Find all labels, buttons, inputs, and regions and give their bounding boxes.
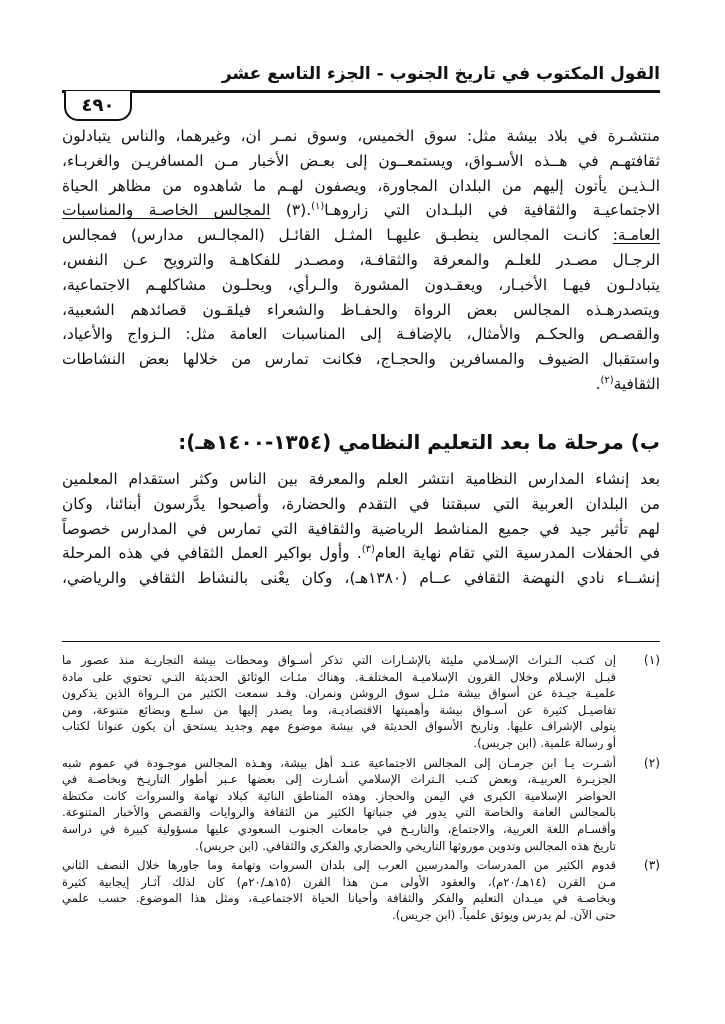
footnote-ref: (١) [311, 201, 325, 213]
footnote-line: قبـل الإسـلام وخلال القرون الإسلاميـة المختلفـة. وهناك مئـات الوثائق الحديثة التـي تحتوي على مادة [62, 669, 616, 684]
footnote [62, 857, 660, 923]
subheading-underlined: العامـة: [612, 226, 660, 245]
footnote-line: أو رسالة علمية. (ابن جريس). [473, 735, 616, 750]
section-heading: ب) مرحلة ما بعد التعليم النظامي (١٣٥٤-١٤٠٠هـ): [178, 430, 660, 454]
footnote-line: بالمجالس العامة والخاصة التي يدور في جنباتها الكثير من الثقافة والروايات والقصص والأخبار المتنوعة. [62, 805, 616, 820]
footnote-number: (٢) [643, 755, 660, 770]
footnote-line: وبخاصـة في ميـدان التعليم والفكر والثقافة وأحيانا الحياة الاجتماعيـة، ومثل هذا الموضوع. حسب علمي [62, 891, 616, 906]
header-rule [62, 90, 660, 93]
section-text [62, 467, 660, 591]
text-line: لهم تأثير جيد في جميع المناشط الرياضية والثقافية التي تمارس في المدارس خصوصاً [62, 519, 660, 538]
footnote-line: أشـرت يـا ابن جرمـان إلى المجالس الاجتماعية عنـد أهل بيشة، وهـذه المجالس موجـودة في عموم شبه [62, 755, 616, 770]
page-number: ٤٩٠ [81, 94, 115, 116]
footnote-line: تفاصيـل كثيرة عن أسـواق بيشة وأهميتها الاقتصاديـة، وما يصدر إليها من سلـع وبضائع متنوعة، ومن [62, 702, 616, 717]
text-line: والقصـص والحكـم والأمثال، بالإضافـة إلى المناسبات العامة مثل: الـزواج والأعياد، [62, 325, 660, 344]
footnote-line: الجزيـرة العربيـة، وبعض كتـب الـتراث الإسلامي أشـارت إلى بعضها عـبر أطوار التاريـخ وبخاصـة في [62, 772, 616, 787]
text-line: واستقبال الضيوف والمسافرين والحجـاج، فكانت تمارس من خلالها بعض النشاطات [62, 350, 660, 369]
footnote [62, 652, 660, 752]
text-line: منتشـرة في بلاد بيشة مثل: سوق الخميس، وسوق نمـر ان، وغيرهما، والناس يتبادلون [62, 127, 660, 145]
footnote-separator [62, 641, 660, 642]
text-line: الـذيـن يأتون إليهم من البلدان المجاورة، ويصفون لهـم ما شاهدوه من مظاهر الحياة [62, 176, 660, 195]
footnote-line: قدوم الكثير من المدرسات والمدرسين العرب إلى بلدان السروات وتهامة وما جاورها خلال النصف الثاني [62, 858, 616, 873]
page-number-box [64, 91, 132, 121]
footnote [62, 755, 660, 855]
main-text [62, 124, 660, 397]
text-line [62, 198, 660, 223]
subheading-underlined: المجالس الخاصـة والمناسبات [62, 201, 271, 220]
text-line: الرجـال مصـدر للعلـم والمعرفة والثقافـة، ومصـدر للفكاهـة والترويح عـن النفس، [62, 250, 660, 269]
text-line: يتبادلـون فيهـا الأخبـار، ويعقـدون المشورة والـرأي، ويحلـون مشاكلهـم الاجتماعية، [62, 275, 660, 294]
text-line [62, 372, 660, 397]
header-title: القول المكتوب في تاريخ الجنوب - الجزء التاسع عشر [221, 64, 660, 84]
footnote-line: حتى الآن. لم يدرس ويوثق علمياً. (ابن جريس). [392, 907, 616, 922]
footnote-line: تاريخ هذه المجالس وتدوين موروثها التاريخي والحضاري والفكري والثقافي. (ابن جريس). [195, 838, 616, 853]
text-segment: . وأول بواكير العمل الثقافي في هذه المرحلة [62, 544, 362, 563]
text-segment: الاجتماعيـة والثقافية في البلـدان التي زاروهـا [324, 201, 660, 220]
text-segment: الثقافية [613, 374, 660, 393]
footnote-line: الحواضر الإسلامية الكبرى في اليمن والحجاز. وهذه المناطق النائية كبلاد تهامة والسروات كانت مكتظة [62, 788, 616, 803]
text-line: ويتصدرهـذه المجالس بعض الرواة والحفـاظ والشعراء فيلقـون قصائدهم الشعبية، [62, 300, 660, 319]
text-line [62, 541, 660, 566]
text-line: بعد إنشاء المدارس النظامية انتشر العلم والمعرفة بين الناس وكثر استقدام المعلمين [62, 470, 660, 488]
footnote-number: (٣) [643, 858, 660, 873]
text-line [62, 223, 660, 248]
footnote-line: علميـة جيـدة عن أسواق بيشة مثـل سوق الروشن ونمران. وقـد سمعت الكثير من الـرواة الذين يذكرون [62, 686, 616, 701]
text-line: إنشــاء نادي النهضة الثقافي عــام (١٣٨٠هـ)، وكان يعْنى بالنشاط الثقافي والرياضي، [62, 569, 660, 588]
footnote-ref: (٣) [361, 544, 375, 556]
footnote-line: إن كتـب الـتراث الإسـلامي مليئة بالإشـارات التي تذكر أسـواق ومحطات بيشة التجاريـة منذ عصور ما [62, 653, 616, 667]
footnote-number: (١) [643, 653, 660, 667]
text-segment: كانـت المجالس ينطبـق عليهـا المثـل القائـل (المجالـس مدارس) فمجالس [62, 226, 613, 245]
footnote-line: وأقسـام اللغة العربية، والاجتماع، والتاريـخ في جامعات الجنوب السعودي عليها مسؤولية كبيرة في دراسة [62, 821, 616, 836]
text-segment: .(٣) [270, 201, 312, 220]
footnote-ref: (٢) [600, 374, 614, 386]
text-segment: في الحفلات المدرسية التي تقام نهاية العام [374, 544, 660, 563]
text-segment: . [595, 374, 601, 393]
footnote-line: مـن القرن (١٤هـ/٢٠م)، والعقود الأولى مـن هذا القرن (١٥هـ/٢٠م) كان لذلك آثـار إيجابية كثيرة [62, 874, 616, 889]
footnote-line: يتولى الإشراف عليها. وتاريخ الأسواق الحديثة في بيشة موضوع مهم وجديد يستحق أن يكون عنوانا لكتاب [62, 719, 616, 734]
text-line: ثقافتهـم في هــذه الأسـواق، ويستمعــون إلى بعـض الأخبار مـن المسافريـن والغربـاء، [62, 151, 660, 170]
footnotes [62, 652, 660, 927]
text-line: من البلدان العربية التي سبقتنا في التقدم والحضارة، وأصبحوا يدَّرسون أبنائنا، وكان [62, 494, 660, 513]
running-header [62, 60, 660, 116]
